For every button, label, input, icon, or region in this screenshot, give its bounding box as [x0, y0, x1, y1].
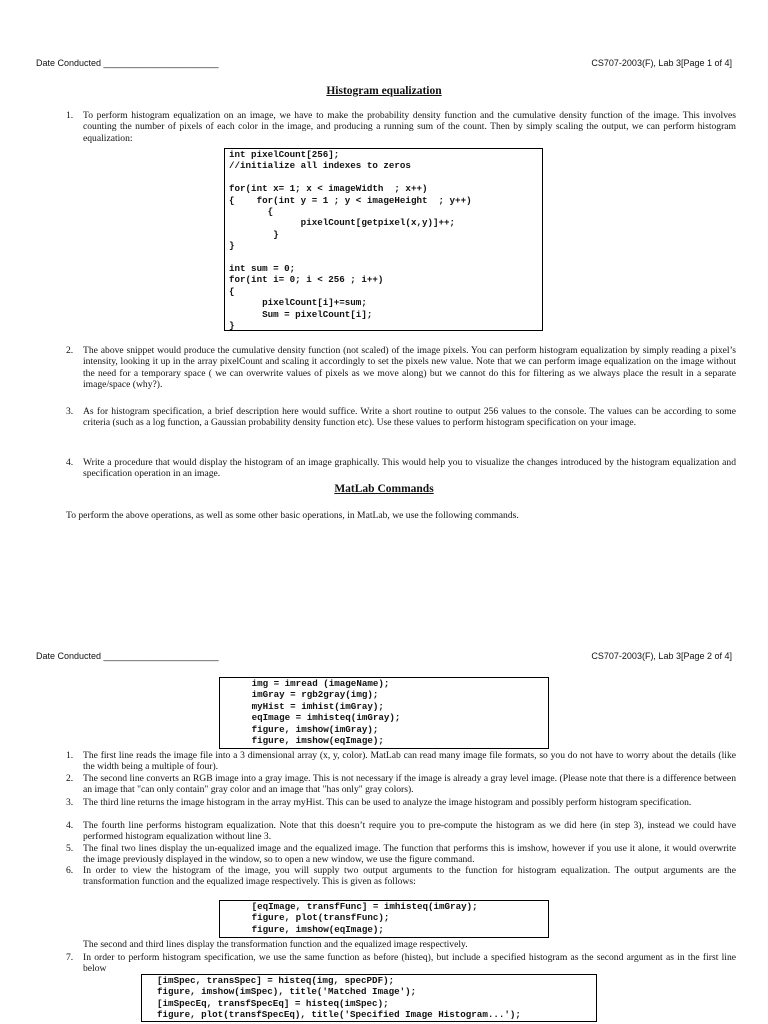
code-block-pixel-count: int pixelCount[256]; //initialize all indexes to zeros for(int x= 1; x < imageWidth ; x++) { for(int y = 1 ; y < imageHeight ; y++) { pixelCount[getpixel(x,y)]++; } } int sum = 0; for(int i= 0; i < 256 ; i++) { pixelCount[i]+=sum; Sum = pixelCount[i]; } — [224, 148, 543, 331]
list-item — [66, 406, 736, 429]
code-block-histogram-specification: [imSpec, transSpec] = histeq(img, specPDF); figure, imshow(imSpec), title('Matched Image'); [imSpecEq, transfSpecEq] = histeq(imSpec); figure, plot(transfSpecEq), title('Specified Image Histogram...'); — [141, 974, 597, 1022]
list-item-number: 3. — [66, 797, 74, 808]
list-item-number: 4. — [66, 820, 74, 831]
list-item — [66, 952, 736, 975]
section-title-matlab-commands: MatLab Commands — [334, 483, 434, 495]
document-page-2 — [0, 645, 768, 1024]
list-item-text: To perform histogram equalization on an image, we have to make the probability density function and the cumulative density function of the image. This involves counting the number of pixels of each color in the image, and producing a running sum of the count. Then by simply scaling the output, we can perform histogram equalization: — [83, 110, 736, 144]
list-item-number: 2. — [66, 773, 74, 784]
transformation-note-text: The second and third lines display the transformation function and the equalized image respectively. — [83, 939, 468, 950]
date-conducted-label: Date Conducted _______________________ — [36, 651, 219, 661]
matlab-intro-text: To perform the above operations, as well as some other basic operations, in MatLab, we use the following commands. — [66, 510, 519, 521]
list-item-number: 1. — [66, 110, 74, 121]
list-item-text: The first line reads the image file into a 3 dimensional array (x, y, color). MatLab can read many image file formats, so you do not have to worry about the details (like the width being a multiple of four). — [83, 750, 736, 773]
list-item-text: Write a procedure that would display the histogram of an image graphically. This would help you to visualize the changes introduced by the histogram equalization and specification operation in an image. — [83, 457, 736, 480]
list-item — [66, 457, 736, 480]
list-item — [66, 110, 736, 144]
code-block-histeq-transform: [eqImage, transfFunc] = imhisteq(imGray); figure, plot(transfFunc); figure, imshow(eqImage); — [219, 900, 549, 938]
list-item-number: 2. — [66, 345, 74, 356]
list-item-text: The fourth line performs histogram equalization. Note that this doesn’t require you to pre-compute the histogram as we did here (in step 3), instead we could have performed histogram equalization without line 3. — [83, 820, 736, 843]
list-item-number: 3. — [66, 406, 74, 417]
list-item-text: The third line returns the image histogram in the array myHist. This can be used to analyze the image histogram and possibly perform histogram specification. — [83, 797, 692, 808]
list-item-number: 6. — [66, 865, 74, 876]
list-item — [66, 797, 736, 808]
list-item — [66, 820, 736, 843]
list-item-text: As for histogram specification, a brief description here would suffice. Write a short routine to output 256 values to the console. The values can be according to some criteria (such as a log function, a Gaussian probability density function etc). Use these values to perform histogram specification on your image. — [83, 406, 736, 429]
list-item — [66, 843, 736, 866]
list-item-number: 1. — [66, 750, 74, 761]
list-item-text: The above snippet would produce the cumulative density function (not scaled) of the image pixels. You can perform histogram equalization by simply reading a pixel’s intensity, looking it up in the array pixelCount and scaling it accordingly to set the pixels new value. Note that we can perform image equalization on the image without the need for a temporary space ( we can overwrite values of pixels as we move along) but we cannot do this for filtering as we always place the result in a separate image/space (why?). — [83, 345, 736, 391]
code-block-matlab-commands: img = imread (imageName); imGray = rgb2gray(img); myHist = imhist(imGray); eqImage = imhisteq(imGray); figure, imshow(imGray); figure, imshow(eqImage); — [219, 677, 549, 749]
list-item-number: 5. — [66, 843, 74, 854]
list-item — [66, 750, 736, 773]
list-item-text: In order to view the histogram of the image, you will supply two output arguments to the function for histogram equalization. The output arguments are the transformation function and the equalized image respectively. This is given as follows: — [83, 865, 736, 888]
list-item-text: The second line converts an RGB image into a gray image. This is not necessary if the image is already a gray level image. (Please note that there is a difference between an image that "can only contain" gray color and an image that "has only" gray colors). — [83, 773, 736, 796]
list-item — [66, 773, 736, 796]
list-item-text: In order to perform histogram specification, we use the same function as before (histeq), but include a specified histogram as the second argument as in the first line below — [83, 952, 736, 975]
course-page-label: CS707-2003(F), Lab 3[Page 1 of 4] — [591, 58, 732, 68]
list-item-number: 4. — [66, 457, 74, 468]
course-page-label: CS707-2003(F), Lab 3[Page 2 of 4] — [591, 651, 732, 661]
list-item-text: The final two lines display the un-equalized image and the equalized image. The function that performs this is imshow, however if you use it alone, it would overwrite the image previously displayed in the window, so to open a new window, we use the figure command. — [83, 843, 736, 866]
list-item-number: 7. — [66, 952, 74, 963]
date-conducted-label: Date Conducted _______________________ — [36, 58, 219, 68]
section-title-histogram-equalization: Histogram equalization — [326, 85, 442, 97]
list-item — [66, 345, 736, 391]
list-item — [66, 865, 736, 888]
